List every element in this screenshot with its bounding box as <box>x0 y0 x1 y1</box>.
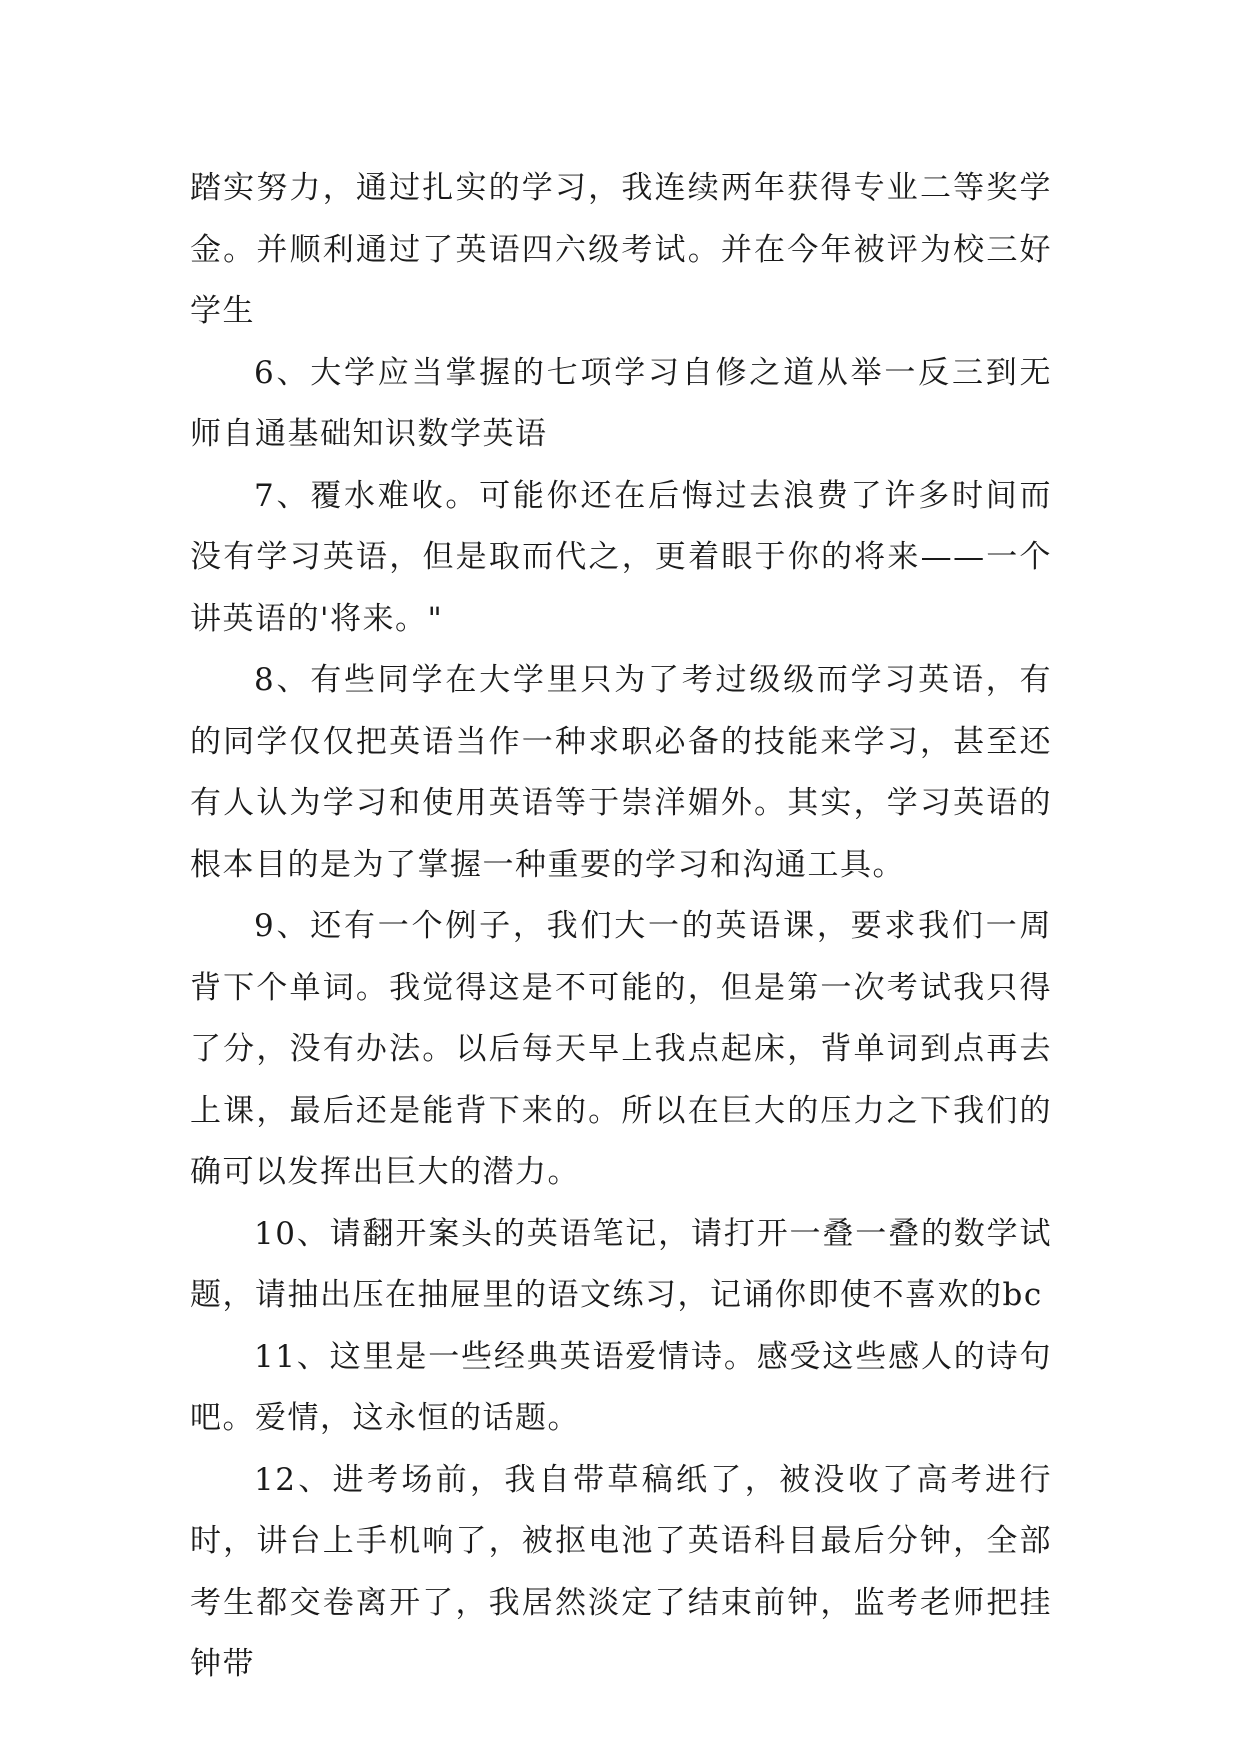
paragraph-10: 10、请翻开案头的英语笔记，请打开一叠一叠的数学试题，请抽出压在抽屉里的语文练习，记诵你即使不喜欢的bc <box>190 1215 1052 1313</box>
paragraph-12: 12、进考场前，我自带草稿纸了，被没收了高考进行时，讲台上手机响了，被抠电池了英语科目最后分钟，全部考生都交卷离开了，我居然淡定了结束前钟，监考老师把挂钟带 <box>190 1461 1052 1682</box>
paragraph-9: 9、还有一个例子，我们大一的英语课，要求我们一周背下个单词。我觉得这是不可能的，但是第一次考试我只得了分，没有办法。以后每天早上我点起床，背单词到点再去上课，最后还是能背下来的。所以在巨大的压力之下我们的确可以发挥出巨大的潜力。 <box>190 908 1052 1190</box>
paragraph-6: 6、大学应当掌握的七项学习自修之道从举一反三到无师自通基础知识数学英语 <box>190 354 1052 452</box>
paragraph-7: 7、覆水难收。可能你还在后悔过去浪费了许多时间而没有学习英语，但是取而代之，更着眼于你的将来——一个讲英语的'将来。" <box>190 477 1052 637</box>
document-body <box>190 158 1052 1696</box>
paragraph-8: 8、有些同学在大学里只为了考过级级而学习英语，有的同学仅仅把英语当作一种求职必备的技能来学习，甚至还有人认为学习和使用英语等于崇洋媚外。其实，学习英语的根本目的是为了掌握一种重要的学习和沟通工具。 <box>190 662 1052 883</box>
paragraph-intro: 踏实努力，通过扎实的学习，我连续两年获得专业二等奖学金。并顺利通过了英语四六级考试。并在今年被评为校三好学生 <box>190 170 1052 329</box>
paragraph-11: 11、这里是一些经典英语爱情诗。感受这些感人的诗句吧。爱情，这永恒的话题。 <box>190 1338 1052 1436</box>
